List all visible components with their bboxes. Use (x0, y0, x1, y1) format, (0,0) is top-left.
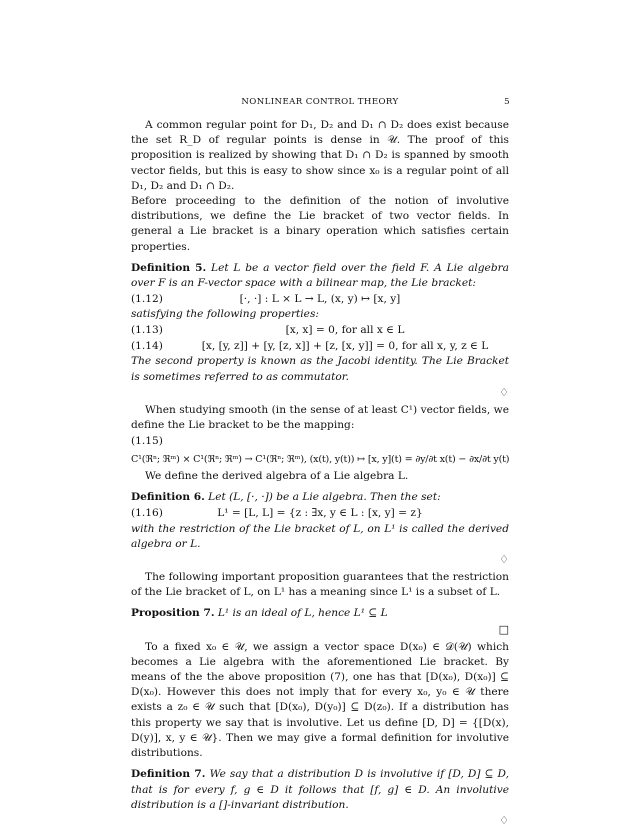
end-of-definition-diamond: ♢ (499, 813, 509, 827)
body-text (131, 118, 509, 831)
paragraph-smooth-vector-fields: When studying smooth (in the sense of at least C¹) vector fields, we define the Lie bracket to be the mapping: (131, 403, 509, 432)
definition-6-label: Definition 6. (131, 491, 205, 504)
paragraph-regular-point: A common regular point for D₁, D₂ and D₁ ∩ D₂ does exist because the set R_D of regular points is dense in 𝒰. The proof of this proposition is realized by showing that D₁ ∩ D₂ is spanned by smooth vector fields, but this is easy to show since x₀ is a regular point of all D₁, D₂ and D₁ ∩ D₂. (131, 119, 509, 192)
equation-number: (1.16) (131, 507, 163, 520)
page-number: 5 (504, 97, 510, 107)
equation-body: C¹(ℜⁿ; ℜᵐ) × C¹(ℜⁿ; ℜᵐ) → C¹(ℜⁿ; ℜᵐ), (x(t), y(t)) ↦ [x, y](t) = ∂y/∂t x(t) − ∂x/∂t y(t) (131, 453, 510, 465)
definition-5-text: Let L be a vector field over the field F. A Lie algebra over F is an F-vector space with a bilinear map, the Lie bracket: (131, 261, 509, 290)
definition-7 (131, 767, 509, 813)
equation-1-12 (131, 291, 509, 307)
equation-body: [x, x] = 0, for all x ∈ L (285, 323, 405, 336)
equation-1-15-number (131, 433, 509, 449)
equation-1-13 (131, 322, 509, 338)
equation-number: (1.12) (131, 292, 163, 305)
proposition-7-label: Proposition 7. (131, 607, 215, 620)
definition-5-jacobi-text: The second property is known as the Jacobi identity. The Lie Bracket is sometimes referred to as commutator. (131, 355, 509, 383)
equation-number: (1.15) (131, 434, 163, 447)
equation-number: (1.14) (131, 339, 163, 352)
paragraph-involutive: To a fixed x₀ ∈ 𝒰, we assign a vector space D(x₀) ∈ 𝒟(𝒰) which becomes a Lie algebra with the aforementioned Lie bracket. By means of the the above proposition (7), one has that [D(x₀), D(x₀)] ⊆ D(x₀). However this does not imply that for every x₀, y₀ ∈ 𝒰 there exists a z₀ ∈ 𝒰 such that [D(x₀), D(y₀)] ⊆ D(z₀). If a distribution has this property we say that is involutive. Let us define [D, D] = {[D(x), D(y)], x, y ∈ 𝒰}. Then we may give a formal definition for involutive distributions. (131, 640, 509, 760)
equation-1-14 (131, 338, 509, 354)
definition-6-text: Let (L, [·, ·]) be a Lie algebra. Then the set: (208, 491, 441, 504)
equation-number: (1.13) (131, 323, 163, 336)
definition-6 (131, 490, 509, 505)
equation-1-16 (131, 506, 509, 522)
end-of-definition-diamond: ♢ (499, 553, 509, 567)
end-of-definition-diamond: ♢ (499, 385, 509, 399)
header-title: NONLINEAR CONTROL THEORY (241, 97, 399, 107)
equation-body: [x, [y, z]] + [y, [z, x]] + [z, [x, y]] = 0, for all x, y, z ∈ L (201, 339, 489, 352)
definition-6-text-2: with the restriction of the Lie bracket of L, on L¹ is called the derived algebra or L. (131, 522, 509, 550)
paragraph-proposition-intro: The following important proposition guarantees that the restriction of the Lie bracket of L, on L¹ has a meaning since L¹ is a subset of L. (131, 571, 509, 599)
definition-7-text: We say that a distribution D is involutive if [D, D] ⊆ D, that is for every f, g ∈ D it follows that [f, g] ∈ D. An involutive distribution is a []-invariant distribution. (131, 768, 509, 811)
paragraph-derived-algebra: We define the derived algebra of a Lie algebra L. (145, 470, 409, 483)
equation-1-15 (131, 449, 509, 469)
equation-body: L¹ = [L, L] = {z : ∃x, y ∈ L : [x, y] = z} (217, 507, 423, 520)
definition-5-label: Definition 5. (131, 261, 207, 274)
proposition-7 (131, 606, 509, 621)
definition-7-label: Definition 7. (131, 768, 206, 781)
paragraph-lie-bracket-intro: Before proceeding to the definition of the notion of involutive distributions, we define the Lie bracket of two vector fields. In general a Lie bracket is a binary operation which satisfies certain properties. (131, 195, 509, 253)
equation-body: [·, ·] : L × L → L, (x, y) ↦ [x, y] (239, 292, 401, 305)
definition-5-properties-text: satisfying the following properties: (131, 308, 319, 321)
proposition-7-text: L¹ is an ideal of L, hence L¹ ⊆ L (217, 607, 388, 620)
end-of-proof-box: □ (498, 622, 509, 636)
definition-5 (131, 261, 509, 291)
